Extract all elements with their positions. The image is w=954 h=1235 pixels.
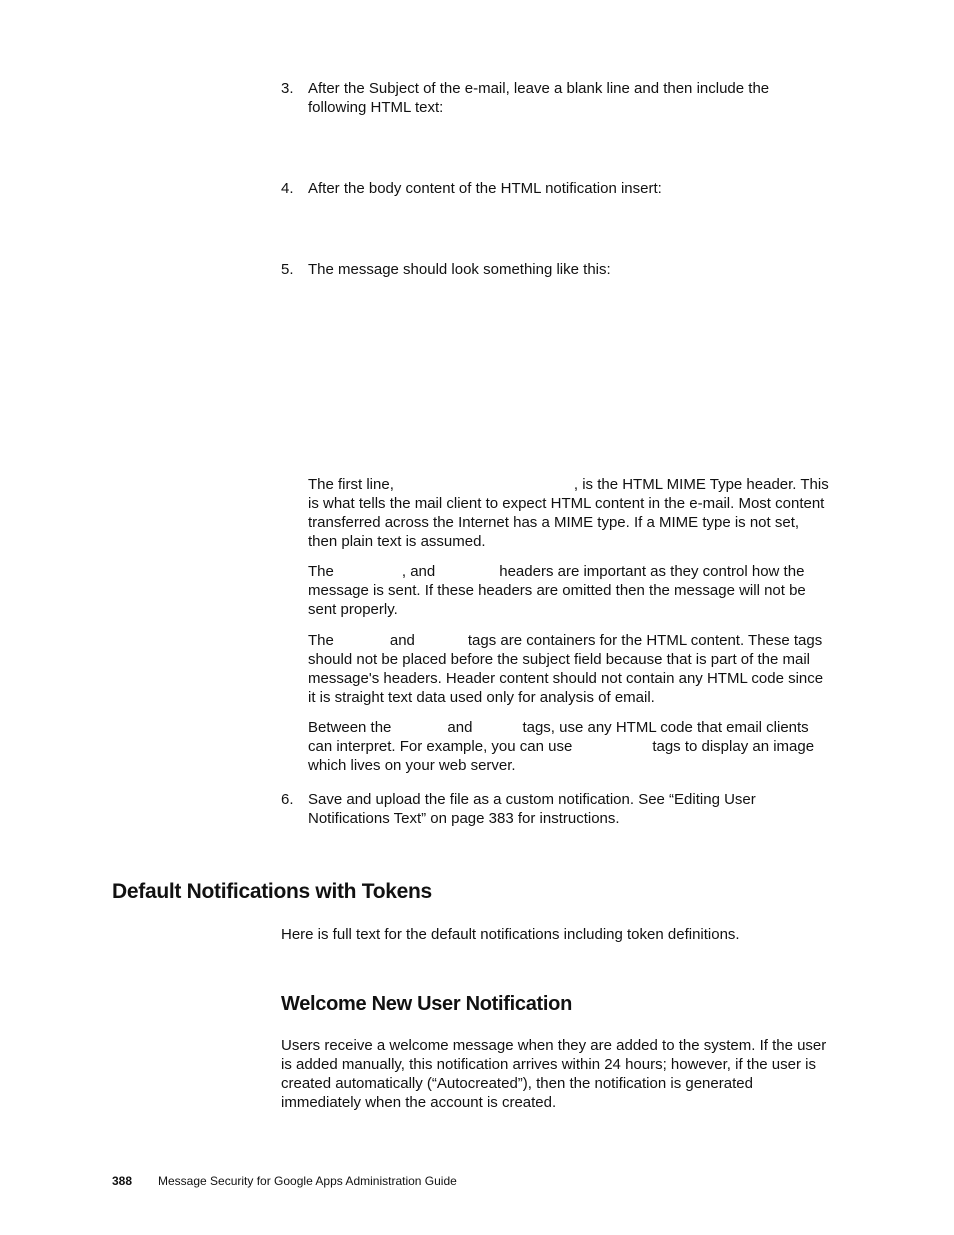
step-3-line-2: following HTML text: <box>308 99 444 116</box>
para2-line1-b: , and <box>401 563 436 580</box>
para2-line3: sent properly. <box>308 601 398 618</box>
para1-line1-end: , is the HTML MIME Type header. This <box>573 476 829 493</box>
subsection-heading: Welcome New User Notification <box>281 993 572 1015</box>
para4-line3: which lives on your web server. <box>308 757 516 774</box>
subsection-line-2: is added manually, this notification arrives within 24 hours; however, if the user is <box>281 1056 816 1073</box>
step-5-text: The message should look something like this: <box>308 261 611 278</box>
step-6-line-2: Notifications Text” on page 383 for instructions. <box>308 810 620 827</box>
step-4-text: After the body content of the HTML notification insert: <box>308 180 662 197</box>
para2-line1-c: headers are important as they control how the <box>499 563 805 580</box>
para2-line1-a: The <box>308 563 334 580</box>
subsection-line-3: created automatically (“Autocreated”), then the notification is generated <box>281 1075 753 1092</box>
footer-title: Message Security for Google Apps Administration Guide <box>158 1174 457 1188</box>
para1-line3: transferred across the Internet has a MIME type. If a MIME type is not set, <box>308 514 800 531</box>
para1-line1-start: The first line, <box>308 476 394 493</box>
html-code-paragraph <box>308 718 848 775</box>
step-6-text <box>308 790 756 828</box>
para2-line2: message is sent. If these headers are omitted then the message will not be <box>308 582 806 599</box>
step-5-number: 5. <box>281 261 294 278</box>
subsection-line-1: Users receive a welcome message when they are added to the system. If the user <box>281 1037 827 1054</box>
section-heading: Default Notifications with Tokens <box>112 880 432 903</box>
step-3-number: 3. <box>281 80 294 97</box>
section-intro: Here is full text for the default notifications including token definitions. <box>281 926 740 943</box>
para3-line4: it is straight text data used only for analysis of email. <box>308 689 655 706</box>
step-3-text <box>308 79 769 117</box>
para4-line2-b: tags to display an image <box>652 738 815 755</box>
para3-line3: message's headers. Header content should not contain any HTML code since <box>308 670 824 687</box>
step-3-line-1: After the Subject of the e-mail, leave a blank line and then include the <box>308 80 770 97</box>
step-6-line-1: Save and upload the file as a custom notification. See “Editing User <box>308 791 756 808</box>
para4-line1-b: and <box>447 719 473 736</box>
containers-paragraph <box>308 631 848 707</box>
footer-page-number: 388 <box>112 1174 133 1188</box>
para4-line2-a: can interpret. For example, you can use <box>308 738 573 755</box>
step-6-number: 6. <box>281 791 294 808</box>
para3-line1-b: and <box>389 632 415 649</box>
headers-paragraph <box>308 562 848 619</box>
para4-line1-c: tags, use any HTML code that email clients <box>522 719 809 736</box>
para1-line4: then plain text is assumed. <box>308 533 486 550</box>
para4-line1-a: Between the <box>308 719 392 736</box>
subsection-paragraph <box>281 1036 826 1112</box>
para1-line2: is what tells the mail client to expect HTML content in the e-mail. Most content <box>308 495 825 512</box>
para3-line2: should not be placed before the subject field because that is part of the mail <box>308 651 810 668</box>
para3-line1-a: The <box>308 632 334 649</box>
para3-line1-c: tags are containers for the HTML content. These tags <box>467 632 823 649</box>
step-4-number: 4. <box>281 180 294 197</box>
mime-header-paragraph <box>308 475 848 551</box>
subsection-line-4: immediately when the account is created. <box>281 1094 557 1111</box>
